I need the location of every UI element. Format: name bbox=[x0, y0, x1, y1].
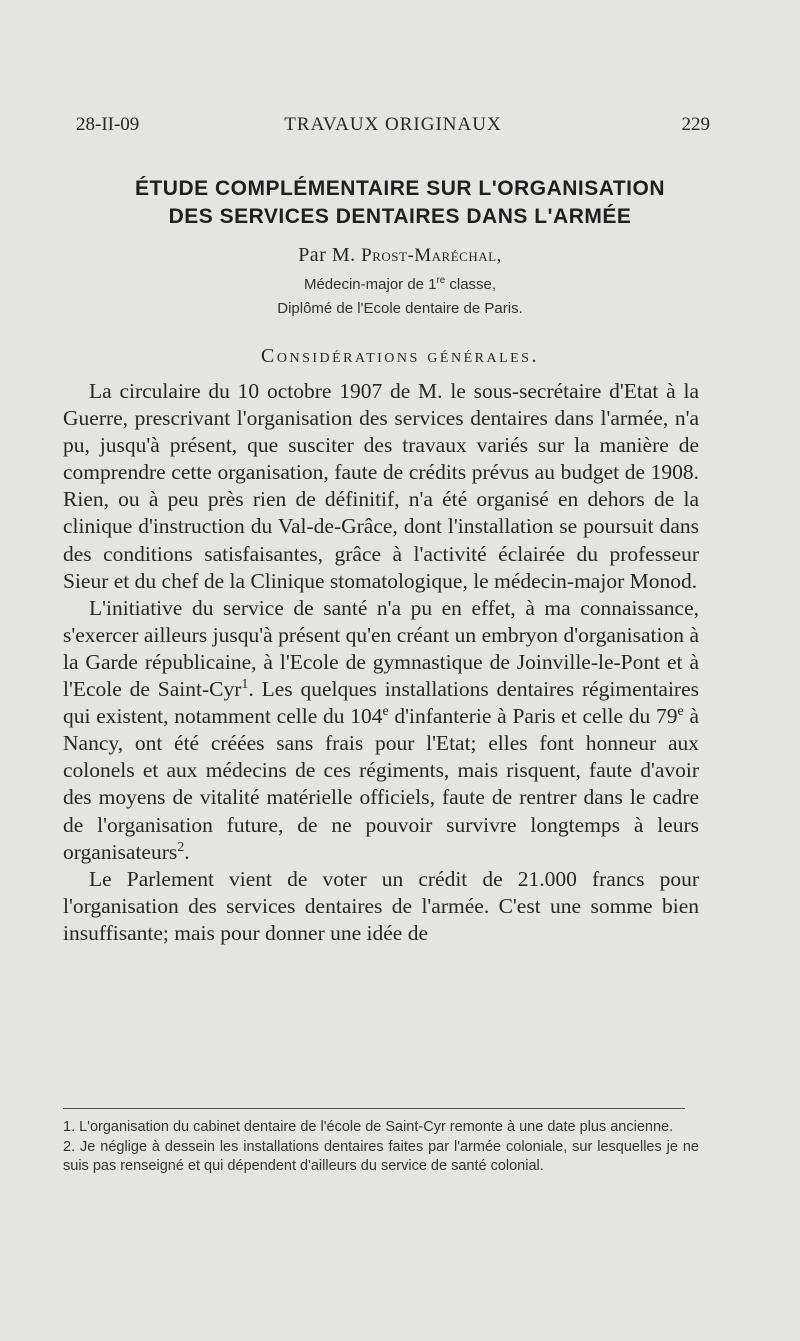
ordinal-superscript-79: e bbox=[677, 703, 684, 719]
paragraph-2-part-a: L'initiative du service de santé n'a pu en effet, à ma connaissance, s'exercer ailleurs jusqu'à présent qu'en créant un embryon d'organisation à la Garde républicaine, à l'Ecole de gymnastique de Joinville-le-Pont et à l'Ecole de Saint-Cyr bbox=[63, 595, 699, 702]
footnotes bbox=[63, 1118, 699, 1177]
paragraph-3: Le Parlement vient de voter un crédit de 21.000 francs pour l'organisation des services dentaires de l'armée. C'est une somme bien insuffisante; mais pour donner une idée de bbox=[63, 866, 699, 945]
footnote-2: 2. Je néglige à dessein les installations dentaires faites par l'armée coloniale, sur lesquelles je ne suis pas renseigné et qui dépendent d'ailleurs du service de santé colonial. bbox=[63, 1138, 699, 1174]
paragraph-2-part-c: d'infanterie à Paris et celle du 79 bbox=[388, 704, 678, 729]
article-title-line-2: DES SERVICES DENTAIRES DANS L'ARMÉE bbox=[168, 205, 632, 228]
author-rank bbox=[60, 276, 740, 293]
paragraph-2-part-e: . bbox=[184, 839, 190, 864]
author-name: Prost-Maréchal, bbox=[361, 245, 502, 266]
paragraph-2-part-d: à Nancy, ont été créées sans frais pour l'Etat; elles font honneur aux colonels et aux médecins de ces régiments, mais risquent, faute d'avoir des moyens de vitalité matérielle officiels, faute de rentrer dans le cadre de l'organisation future, de ne pouvoir survivre longtemps à leurs organisateurs bbox=[63, 704, 699, 864]
author-rank-start: Médecin-major de 1 bbox=[303, 276, 437, 293]
author-rank-end: classe, bbox=[445, 276, 497, 293]
article-title-line-1: ÉTUDE COMPLÉMENTAIRE SUR L'ORGANISATION bbox=[134, 177, 666, 200]
header-section-title: TRAVAUX ORIGINAUX bbox=[284, 114, 502, 135]
footnote-ref-1: 1 bbox=[241, 676, 249, 692]
paragraph-2 bbox=[63, 595, 699, 866]
paragraph-2-part-b: . Les quelques installations dentaires régimentaires qui existent, notamment celle du 104 bbox=[63, 677, 699, 729]
ordinal-superscript-104: e bbox=[382, 703, 389, 719]
section-heading: Considérations générales. bbox=[261, 345, 539, 367]
article-body bbox=[63, 378, 699, 947]
author-byline bbox=[60, 244, 740, 267]
header-date: 28-II-09 bbox=[76, 114, 140, 135]
page-number: 229 bbox=[681, 114, 710, 135]
footnote-1: 1. L'organisation du cabinet dentaire de l'école de Saint-Cyr remonte à une date plus ancienne. bbox=[63, 1119, 674, 1135]
footnote-divider bbox=[63, 1108, 685, 1109]
running-header bbox=[76, 114, 710, 144]
footnote-ref-2: 2 bbox=[177, 839, 185, 855]
author-rank-superscript: re bbox=[436, 275, 446, 286]
author-diploma: Diplômé de l'Ecole dentaire de Paris. bbox=[277, 300, 523, 317]
byline-prefix: Par M. bbox=[298, 244, 356, 266]
paragraph-1: La circulaire du 10 octobre 1907 de M. le sous-secrétaire d'Etat à la Guerre, prescrivant l'organisation des services dentaires dans l'armée, n'a pu, jusqu'à présent, que susciter des travaux variés sur la manière de comprendre cette organisation, faute de crédits prévus au budget de 1908. Rien, ou à peu près rien de définitif, n'a été organisé en dehors de la clinique d'instruction du Val-de-Grâce, dont l'installation se poursuit dans des conditions satisfaisantes, grâce à l'activité éclairée du professeur Sieur et du chef de la Clinique stomatologique, le médecin-major Monod. bbox=[63, 379, 699, 593]
